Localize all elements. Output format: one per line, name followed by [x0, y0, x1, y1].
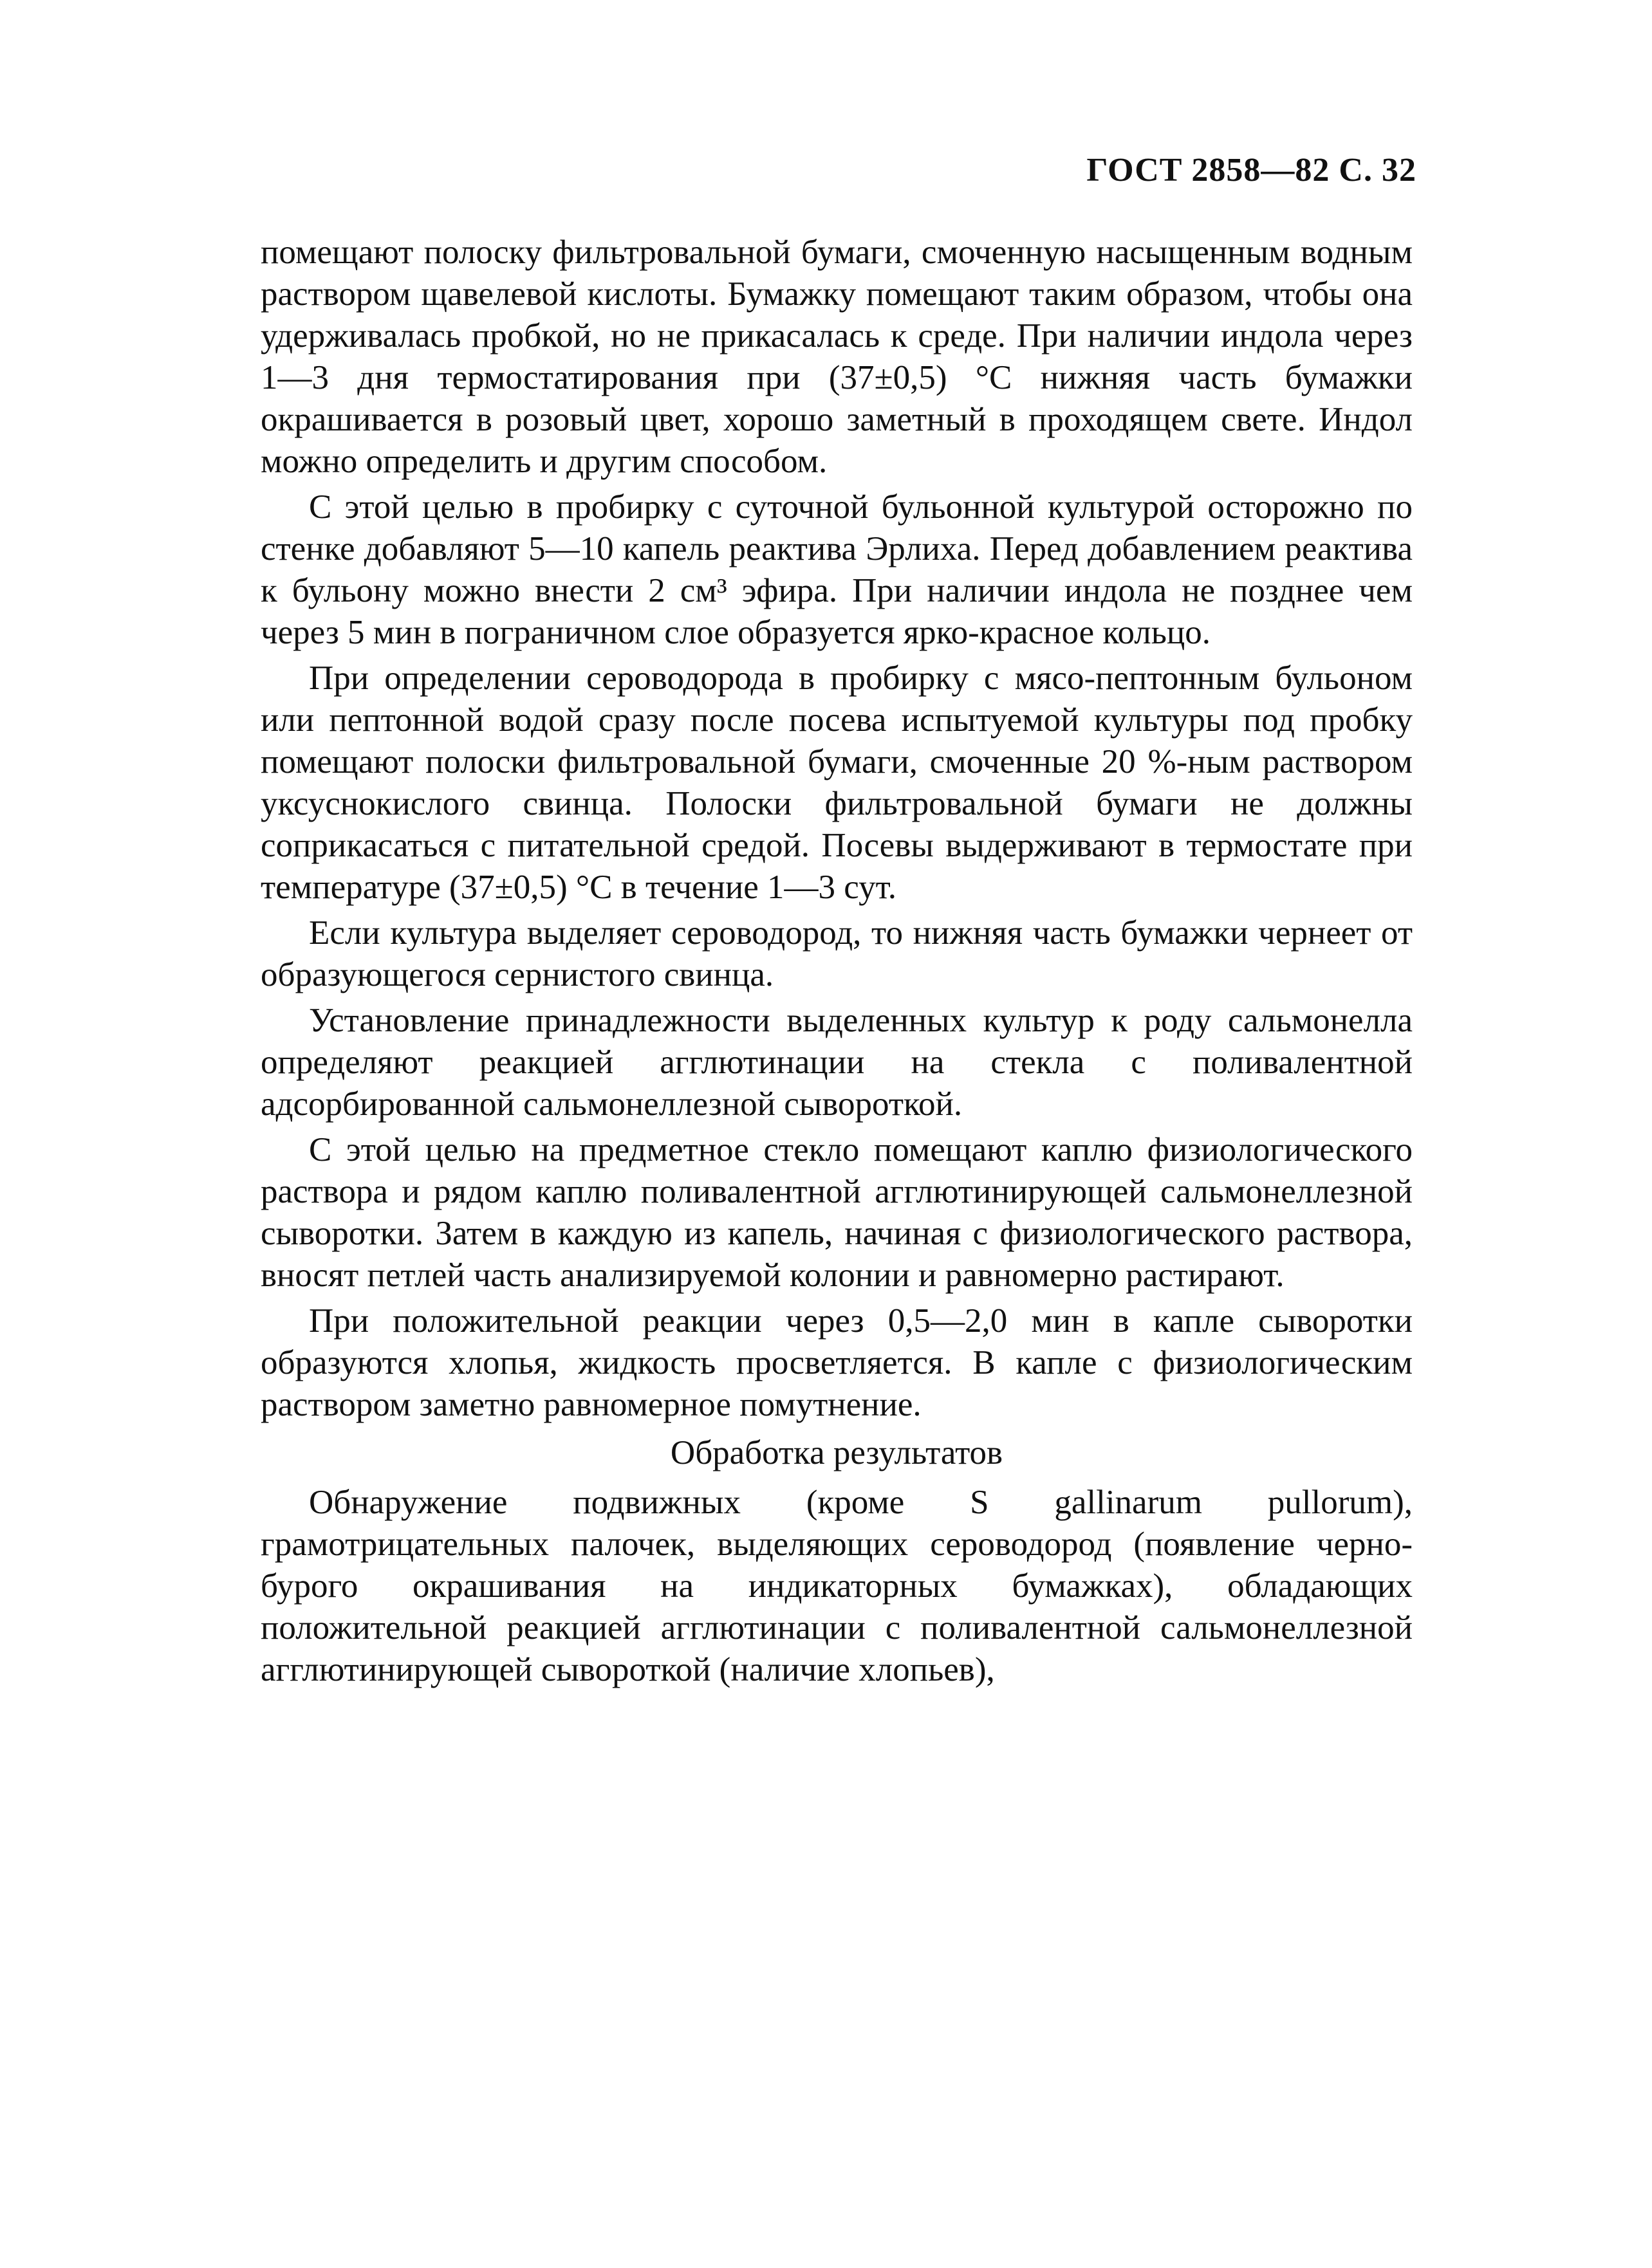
paragraph-1: помещают полоску фильтровальной бумаги, смоченную насыщенным водным раствором щавелевой кислоты. Бумажку помещают таким образом, чтобы она удерживалась пробкой, но не прикасалась к среде. При наличии индола через 1—3 дня термостатирования при (37±0,5) °С нижняя часть бумажки окрашивается в розовый цвет, хорошо заметный в проходящем свете. Индол можно определить и другим способом.: [261, 234, 1413, 480]
paragraph-3: При определении сероводорода в пробирку с мясо-пептонным бульоном или пептонной водой сразу после посева испытуемой культуры под пробку помещают полоски фильтровальной бумаги, смоченные 20 %-ным раствором уксуснокислого свинца. Полоски фильтровальной бумаги не должны соприкасаться с питательной средой. Посевы выдерживают в термостате при температуре (37±0,5) °С в течение 1—3 сут.: [261, 659, 1413, 906]
paragraph-2: С этой целью в пробирку с суточной бульонной культурой осторожно по стенке добавляют 5—10 капель реактива Эрлиха. Перед добавлением реактива к бульону можно внести 2 см³ эфира. При наличии индола не позднее чем через 5 мин в пограничном слое образуется ярко-красное кольцо.: [261, 488, 1413, 651]
paragraph-7: При положительной реакции через 0,5—2,0 мин в капле сыворотки образуются хлопья, жидкость просветляется. В капле с физиологическим раствором заметно равномерное помутнение.: [261, 1302, 1413, 1423]
page-header: ГОСТ 2858—82 С. 32: [1086, 152, 1416, 189]
paragraph-6: С этой целью на предметное стекло помещают каплю физиологического раствора и рядом каплю поливалентной агглютинирующей сальмонеллезной сыворотки. Затем в каждую из капель, начиная с физиологического раствора, вносят петлей часть анализируемой колонии и равномерно растирают.: [261, 1131, 1413, 1294]
section-heading: Обработка результатов: [670, 1434, 1003, 1471]
paragraph-5: Установление принадлежности выделенных культур к роду сальмонелла определяют реакцией агглютинации на стекла с поливалентной адсорбированной сальмонеллезной сывороткой.: [261, 1002, 1413, 1123]
document-body: [261, 232, 1413, 1695]
paragraph-4: Если культура выделяет сероводород, то нижняя часть бумажки чернеет от образующегося сернистого свинца.: [261, 914, 1413, 993]
section-paragraph: Обнаружение подвижных (кроме S gallinarum pullorum), грамотрицательных палочек, выделяющих сероводород (появление черно-бурого окрашивания на индикаторных бумажках), обладающих положительной реакцией агглютинации с поливалентной сальмонеллезной агглютинирующей сывороткой (наличие хлопьев),: [261, 1484, 1413, 1688]
